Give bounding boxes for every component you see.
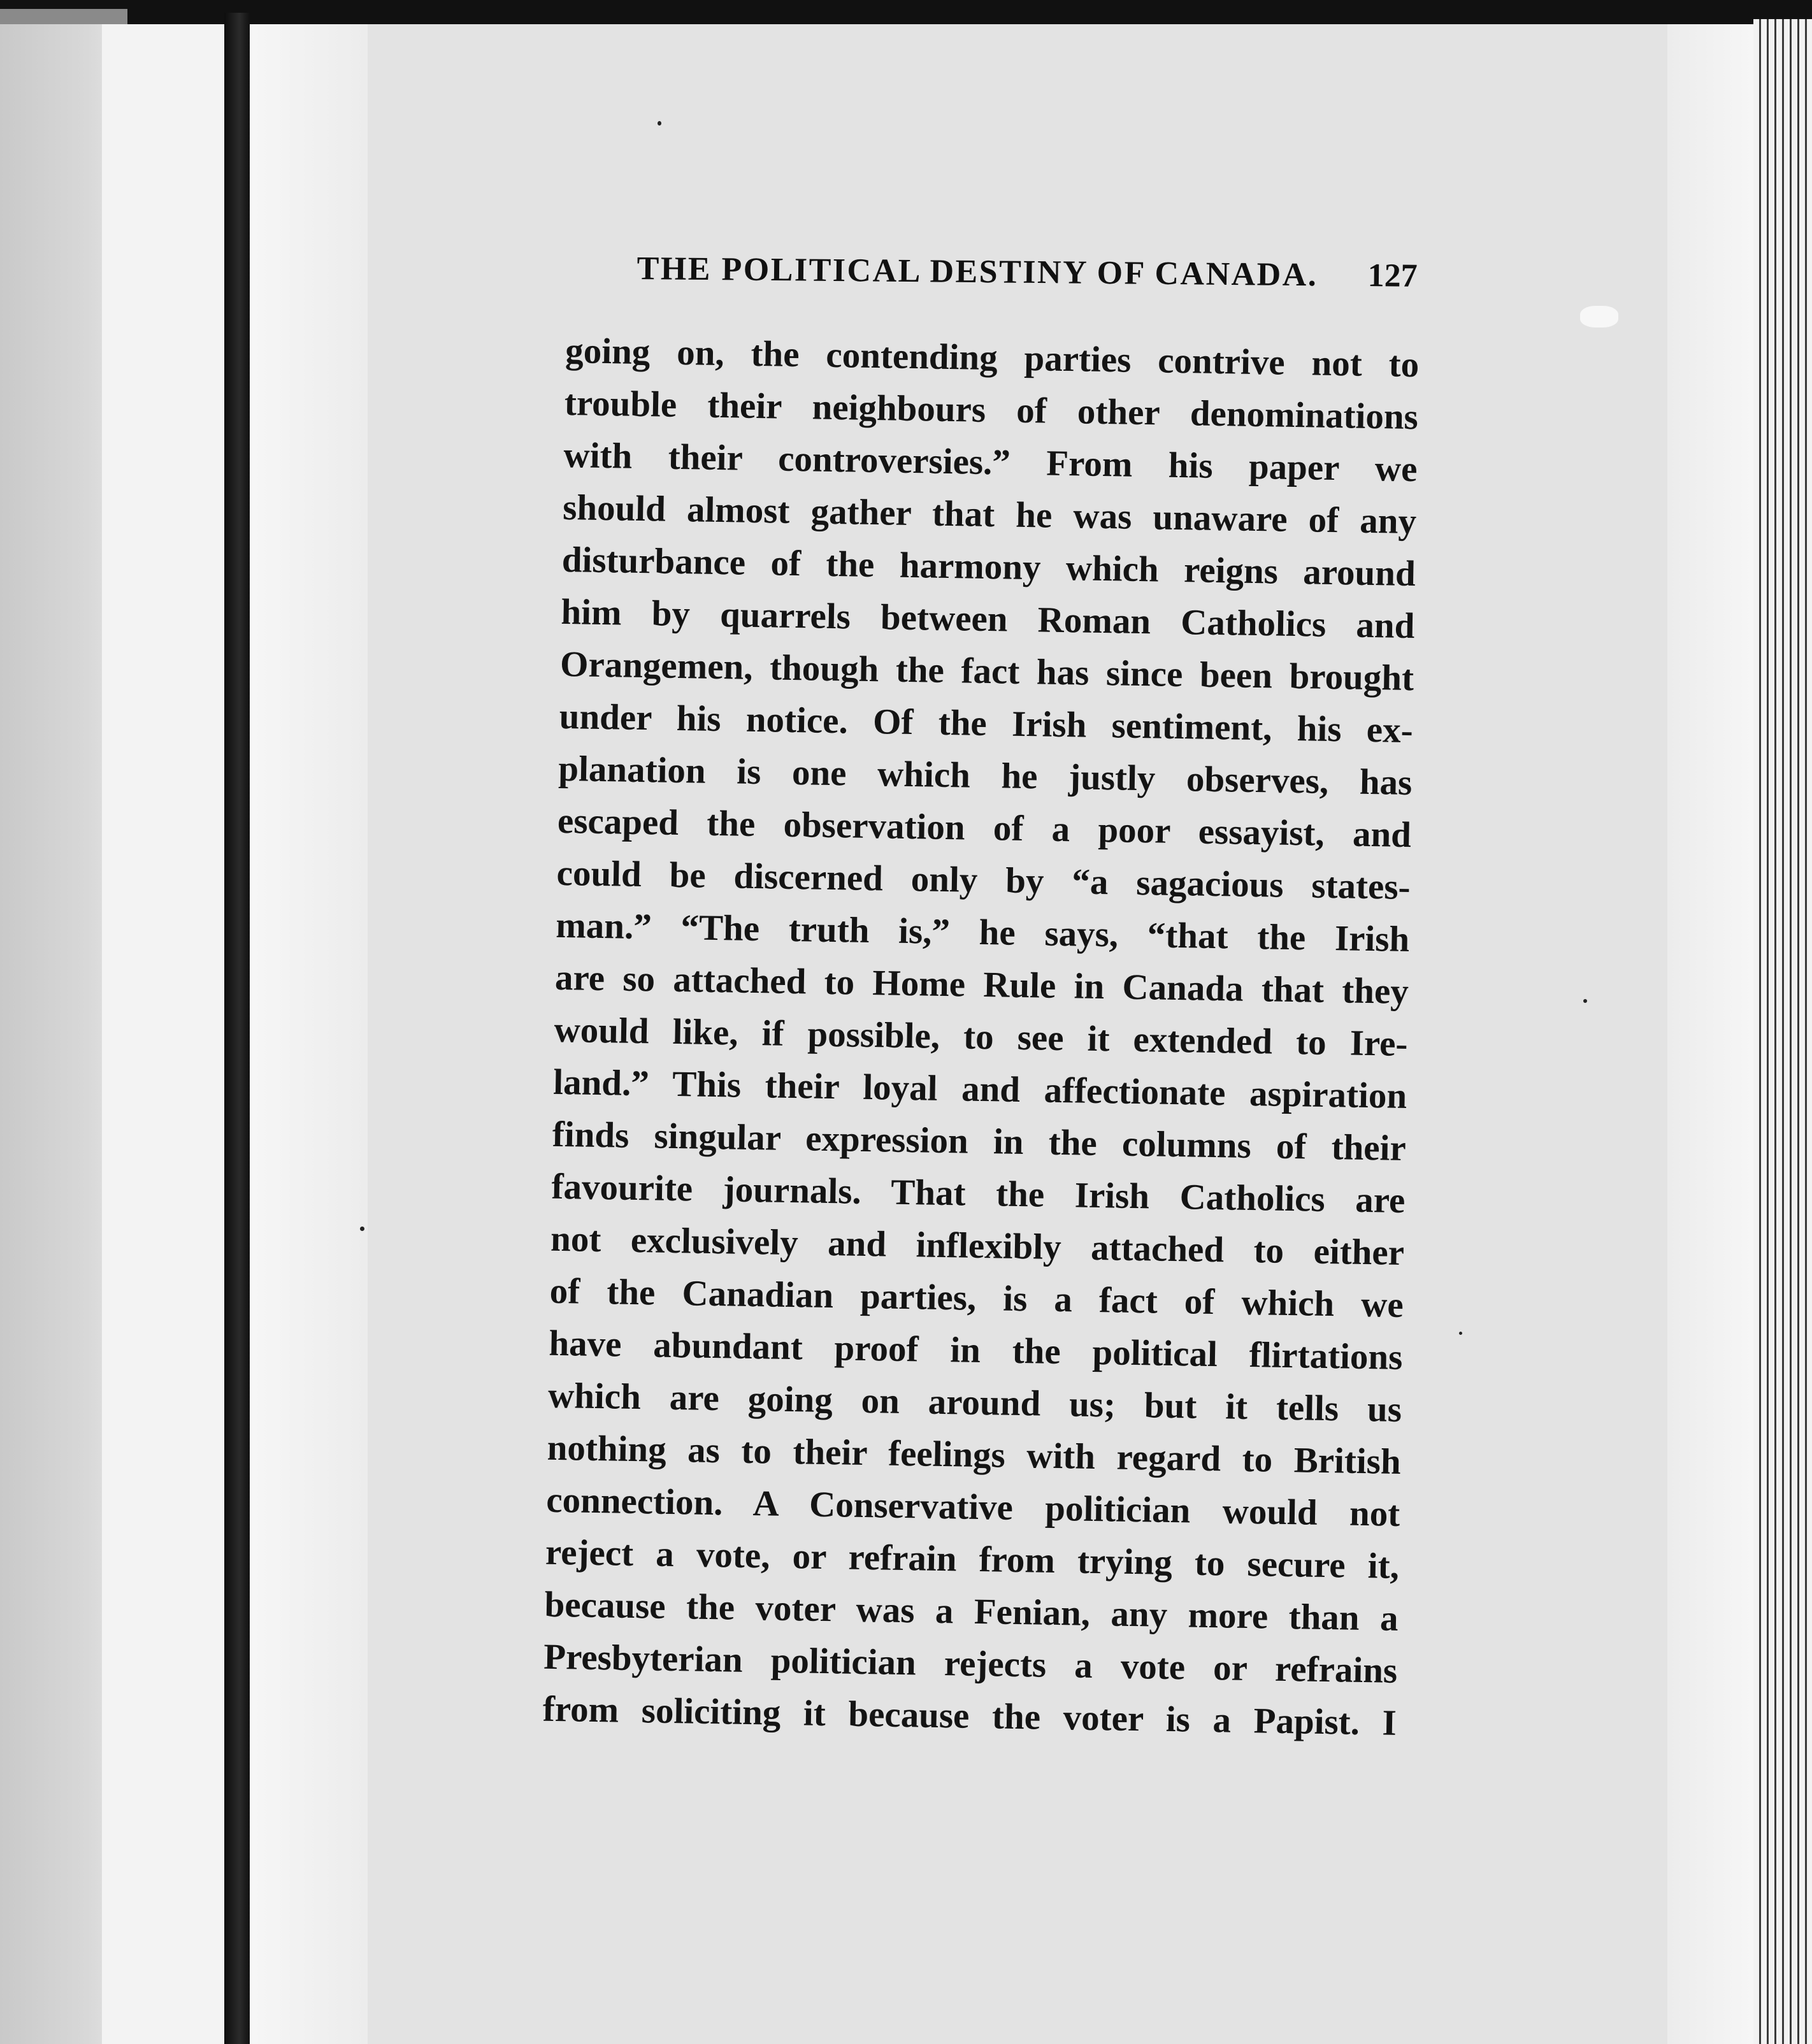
previous-page-margin [102,24,223,2044]
text-line: man.” “The truth is,” he says, “that the Irish [555,905,1410,960]
scan-corner-light [0,9,127,24]
text-line: reject a vote, or refrain from trying to secure it, [545,1532,1400,1587]
text-line: have abundant proof in the political flirtations [548,1323,1403,1378]
text-line: because the voter was a Fenian, any more than a [544,1584,1399,1639]
text-line: planation is one which he justly observes, has [557,748,1413,803]
text-line: with their controversies.” From his paper we [563,435,1418,490]
text-line: which are going on around us; but it tells us [547,1375,1402,1430]
paper-blemish [1580,306,1618,327]
text-line: him by quarrels between Roman Catholics and [561,591,1415,647]
text-line: going on, the contending parties contrive not to [564,330,1420,385]
page-number: 127 [1367,257,1418,294]
text-line: nothing as to their feelings with regard to British [547,1427,1402,1482]
running-header-title: THE POLITICAL DESTINY OF CANADA. [636,250,1318,294]
page-stack-edges [1753,19,1812,2044]
text-line: should almost gather that he was unaware of any [562,487,1417,542]
text-line: escaped the observation of a poor essayist, and [557,800,1412,856]
text-line: not exclusively and inflexibly attached to either [550,1218,1405,1274]
text-line: disturbance of the harmony which reigns around [561,539,1416,594]
text-line: trouble their neighbours of other denominations [564,382,1419,438]
text-line: favourite journals. That the Irish Catholics are [551,1166,1406,1221]
text-line: are so attached to Home Rule in Canada that they [554,957,1409,1012]
text-line: under his notice. Of the Irish sentiment, his ex- [559,696,1414,751]
text-line: Orangemen, though the fact has since been brought [559,644,1414,699]
text-line: connection. A Conservative politician would not [545,1479,1400,1534]
paper-speck [1583,999,1587,1003]
book-gutter [224,13,250,2044]
page-inner-margin [250,24,368,2044]
text-line: would like, if possible, to see it extended to Ire- [554,1009,1408,1065]
paper-speck [360,1227,364,1231]
scan-top-border [0,0,1812,24]
paper-speck [1459,1332,1462,1335]
running-header [636,250,1418,302]
text-line: finds singular expression in the columns of their [552,1114,1407,1169]
text-line: land.” This their loyal and affectionate aspiration [552,1062,1407,1117]
text-line: could be discerned only by “a sagacious states- [556,853,1411,908]
text-line: from soliciting it because the voter is a Papist. I [542,1688,1397,1743]
text-line: Presbyterian politician rejects a vote or refrains [543,1636,1398,1691]
page-outer-margin [1667,24,1753,2044]
paper-speck [658,121,661,126]
text-line: of the Canadian parties, is a fact of which we [549,1270,1404,1326]
body-text [542,325,1420,1750]
